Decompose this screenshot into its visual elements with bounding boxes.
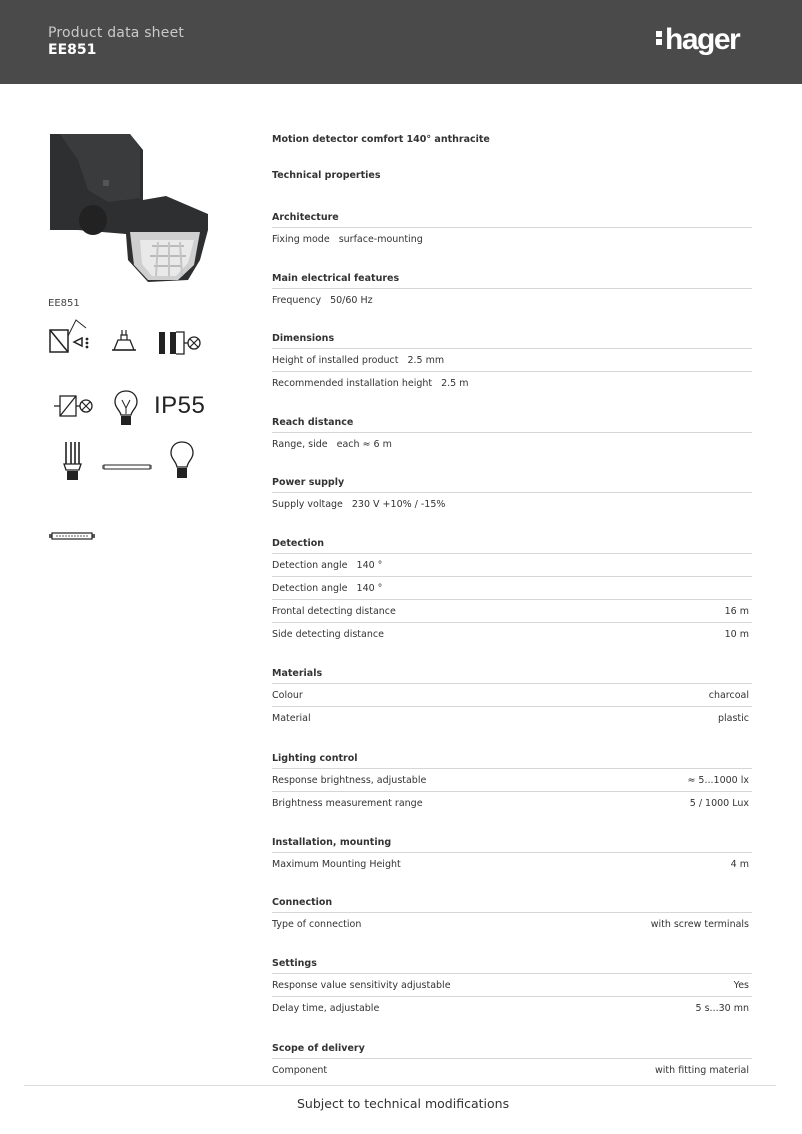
section-detection <box>272 534 752 646</box>
spec-label: Detection angle <box>272 560 348 571</box>
spec-label: Component <box>272 1065 328 1076</box>
section-installation <box>272 833 752 876</box>
spec-label: Material <box>272 713 311 724</box>
section-dimensions <box>272 329 752 395</box>
section-power-supply <box>272 473 752 516</box>
spec-label: Fixing mode <box>272 234 330 245</box>
section-architecture <box>272 208 752 251</box>
spec-value: charcoal <box>708 690 749 701</box>
section-connection <box>272 893 752 936</box>
section-electrical <box>272 269 752 312</box>
electronic-ballast-icon <box>52 390 98 422</box>
section-title: Scope of delivery <box>272 1039 752 1059</box>
spec-value: 2.5 mm <box>407 355 445 366</box>
spec-value: ≈ 5...1000 lx <box>687 775 749 786</box>
transformer-icon <box>156 328 204 358</box>
spec-row <box>272 684 752 707</box>
spec-value: 5 / 1000 Lux <box>689 798 749 809</box>
spec-label: Frontal detecting distance <box>272 606 396 617</box>
spec-label: Range, side <box>272 439 328 450</box>
section-reach-distance <box>272 413 752 456</box>
spec-label: Response brightness, adjustable <box>272 775 427 786</box>
section-lighting-control <box>272 749 752 815</box>
spec-value: 140 ° <box>356 583 383 594</box>
document-type: Product data sheet <box>48 25 185 41</box>
product-title: Motion detector comfort 140° anthracite <box>272 134 490 145</box>
spec-label: Type of connection <box>272 919 362 930</box>
spec-label: Colour <box>272 690 303 701</box>
spec-label: Side detecting distance <box>272 629 384 640</box>
spec-value: 140 ° <box>356 560 383 571</box>
section-scope-of-delivery <box>272 1039 752 1082</box>
section-title: Reach distance <box>272 413 752 433</box>
spec-row <box>272 1059 752 1082</box>
image-caption: EE851 <box>48 298 80 309</box>
spec-row <box>272 769 752 792</box>
spec-value: 230 V +10% / -15% <box>351 499 446 510</box>
spec-value: each ≈ 6 m <box>336 439 392 450</box>
section-title: Materials <box>272 664 752 684</box>
spec-row <box>272 433 752 456</box>
motion-sensor-icon <box>48 316 94 358</box>
spec-label: Delay time, adjustable <box>272 1003 380 1014</box>
spec-value: Yes <box>733 980 749 991</box>
spec-row <box>272 623 752 646</box>
spec-row <box>272 577 752 600</box>
spec-row <box>272 228 752 251</box>
section-title: Detection <box>272 534 752 554</box>
spec-label: Supply voltage <box>272 499 343 510</box>
section-title: Main electrical features <box>272 269 752 289</box>
spec-value: 5 s...30 mn <box>695 1003 749 1014</box>
spec-value: 10 m <box>724 629 749 640</box>
footer-note: Subject to technical modifications <box>297 1096 510 1111</box>
section-title: Architecture <box>272 208 752 228</box>
halogen-lamp-icon <box>104 324 144 358</box>
spec-row <box>272 493 752 516</box>
logo-text: hager <box>665 23 740 56</box>
logo-dots-icon <box>656 29 663 47</box>
section-title: Power supply <box>272 473 752 493</box>
section-title: Connection <box>272 893 752 913</box>
spec-value: 16 m <box>724 606 749 617</box>
technical-properties-title: Technical properties <box>272 170 381 181</box>
brand-logo <box>656 22 739 58</box>
spec-value: surface-mounting <box>338 234 423 245</box>
spec-label: Brightness measurement range <box>272 798 423 809</box>
spec-label: Recommended installation height <box>272 378 433 389</box>
spec-row <box>272 913 752 936</box>
spec-value: 50/60 Hz <box>330 295 373 306</box>
spec-row <box>272 349 752 372</box>
linear-halogen-icon <box>48 528 96 542</box>
fluorescent-tube-icon <box>102 458 152 470</box>
section-title: Settings <box>272 954 752 974</box>
incandescent-bulb-icon <box>110 388 142 428</box>
spec-row <box>272 707 752 730</box>
section-settings <box>272 954 752 1020</box>
spec-row <box>272 372 752 395</box>
spec-row <box>272 554 752 577</box>
section-title: Installation, mounting <box>272 833 752 853</box>
section-materials <box>272 664 752 730</box>
spec-label: Frequency <box>272 295 322 306</box>
spec-row <box>272 792 752 815</box>
spec-label: Height of installed product <box>272 355 399 366</box>
footer-divider <box>24 1085 776 1086</box>
spec-row <box>272 997 752 1020</box>
spec-value: with fitting material <box>655 1065 749 1076</box>
spec-value: with screw terminals <box>650 919 749 930</box>
spec-label: Detection angle <box>272 583 348 594</box>
page-header <box>0 0 802 84</box>
ip-rating: IP55 <box>154 392 206 419</box>
section-title: Dimensions <box>272 329 752 349</box>
product-reference: EE851 <box>48 42 97 58</box>
spec-value: 4 m <box>730 859 749 870</box>
spec-label: Maximum Mounting Height <box>272 859 401 870</box>
section-title: Lighting control <box>272 749 752 769</box>
spec-row <box>272 600 752 623</box>
product-image <box>48 130 213 290</box>
spec-value: 2.5 m <box>441 378 469 389</box>
spec-row <box>272 289 752 312</box>
compact-fluorescent-icon <box>58 440 86 482</box>
spec-value: plastic <box>717 713 749 724</box>
spec-row <box>272 853 752 876</box>
light-bulb-icon <box>168 440 196 482</box>
spec-label: Response value sensitivity adjustable <box>272 980 451 991</box>
spec-row <box>272 974 752 997</box>
